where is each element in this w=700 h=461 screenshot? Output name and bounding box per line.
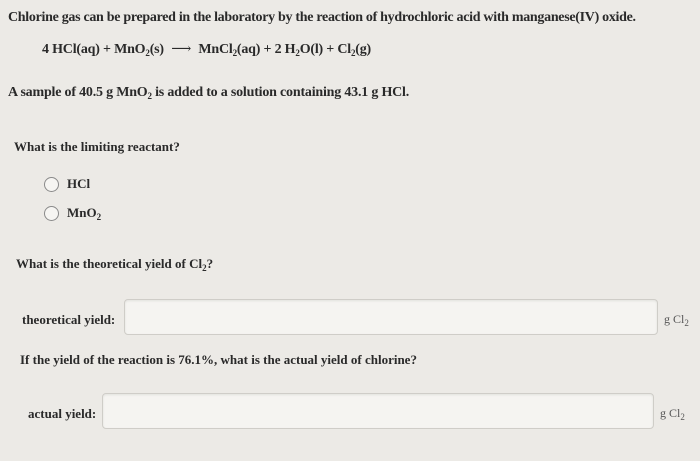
problem-intro: Chlorine gas can be prepared in the laboratory by the reaction of hydrochloric acid with manganese(IV) oxide. [8,10,636,25]
actual-yield-input[interactable] [102,393,654,429]
reaction-arrow-icon: ⟶ [171,42,192,57]
option-hcl[interactable] [44,176,90,192]
question-limiting-reactant: What is the limiting reactant? [14,139,180,154]
sample-text: is added to a solution containing 43.1 g HCl. [151,85,410,100]
theoretical-yield-unit: g $Cl_2$ [664,312,689,328]
radio-button-icon[interactable] [44,177,59,192]
equation-state: (s) [149,42,164,57]
sample-text: A sample of 40.5 g MnO [8,85,148,100]
actual-yield-unit: g $Cl_2$ [660,406,685,422]
sample-description [8,85,409,101]
option-label: MnO$_2$ [67,205,102,222]
radio-button-icon[interactable] [44,206,59,221]
equation-sub: 2 [295,48,300,58]
equation-reactant-1: 4 HCl(aq) + MnO [42,42,146,57]
actual-yield-label: actual yield: [28,406,97,421]
equation-product-1: MnCl [198,42,233,57]
equation-state: (aq) + 2 H [236,42,296,57]
theoretical-yield-input[interactable] [124,299,658,335]
chemical-equation [42,41,371,58]
equation-state: O(l) + Cl [299,42,351,57]
equation-state: (g) [355,42,372,57]
question-actual-yield: If the yield of the reaction is 76.1%, what is the actual yield of chlorine? [20,352,417,367]
question-theoretical-yield: What is the theoretical yield of $Cl_2$? [16,256,214,273]
equation-sub: 2 [232,48,237,58]
sample-sub: 2 [147,91,152,101]
equation-sub: 2 [350,48,356,58]
equation-sub: 2 [145,48,150,58]
option-label: HCl [67,176,91,191]
option-mno2[interactable] [44,205,101,221]
theoretical-yield-label: theoretical yield: [22,312,116,327]
